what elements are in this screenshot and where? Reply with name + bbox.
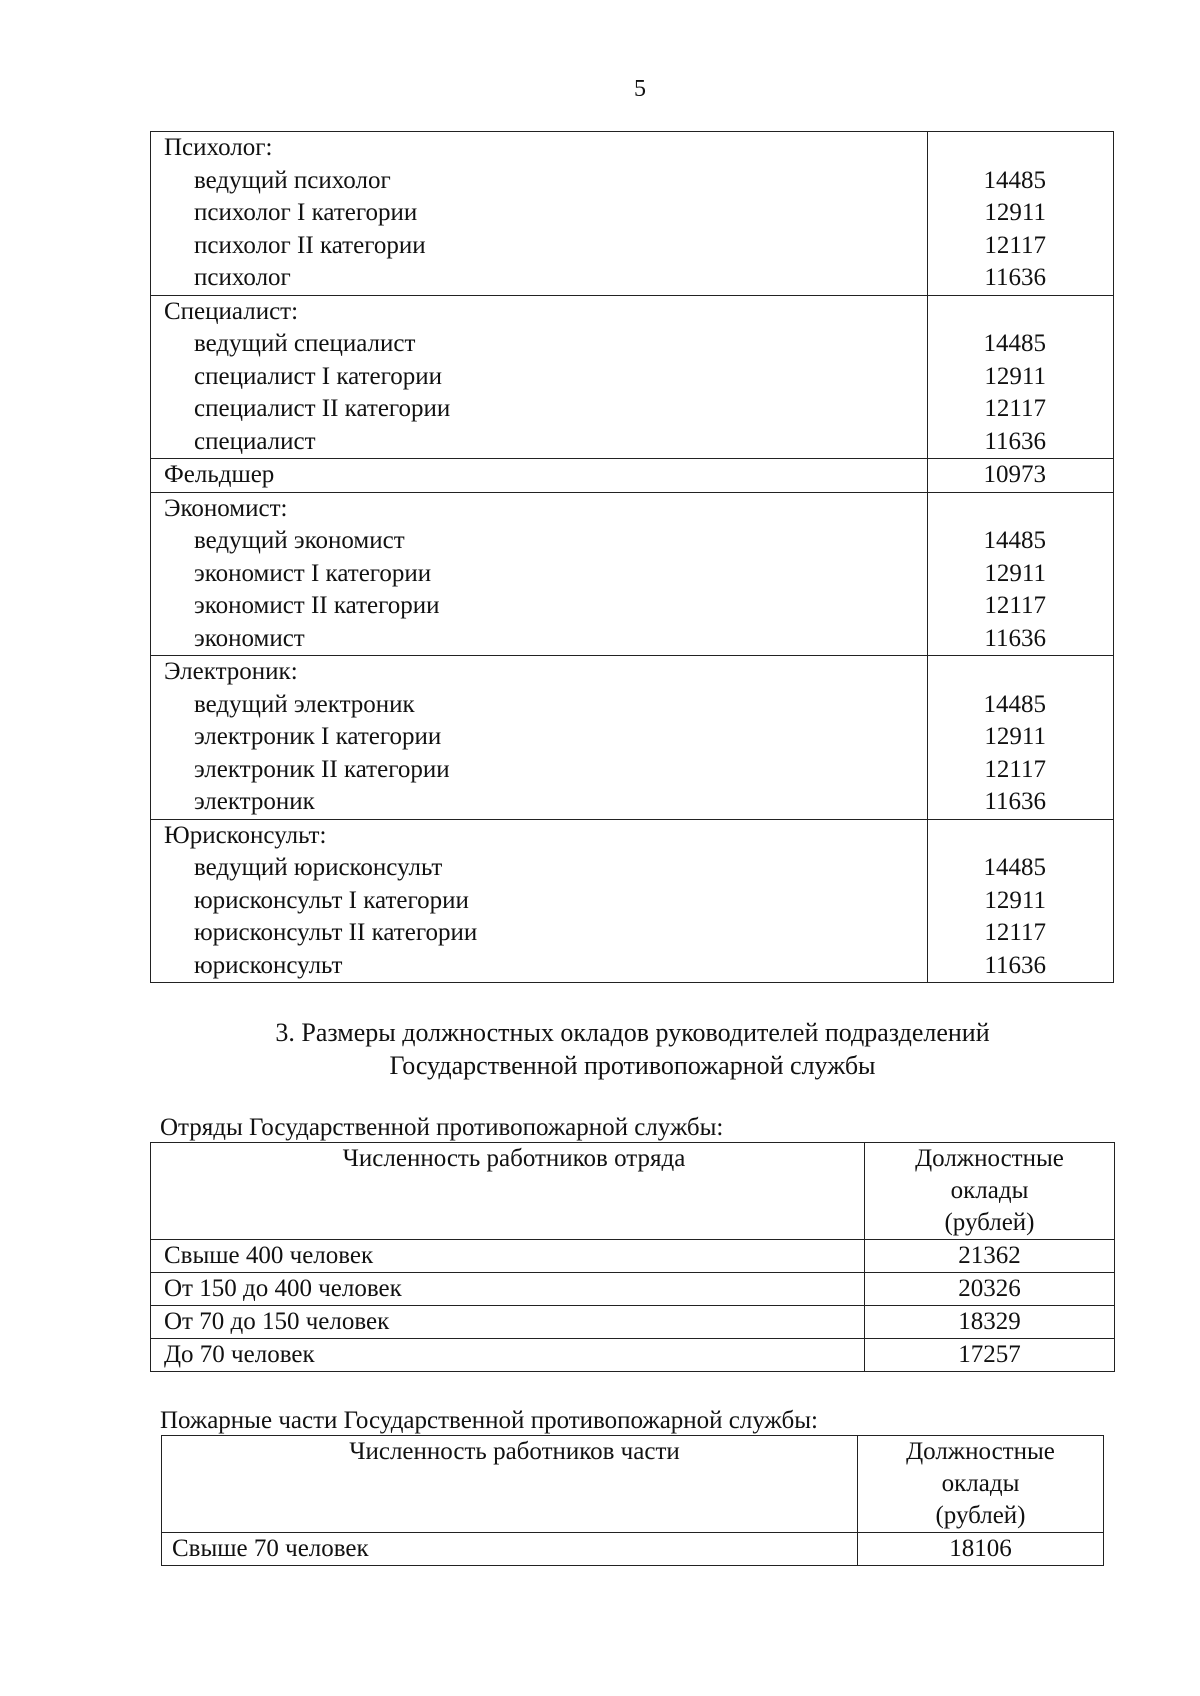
position-group-values: [928, 819, 1114, 983]
position-group-row: [151, 295, 1114, 459]
position-salary: 14485: [983, 330, 1046, 357]
detachments-table: [150, 1142, 1115, 1372]
position-name: специалист II категории: [194, 395, 451, 422]
position-salary-spacer: [928, 296, 1046, 329]
header-value-line: Должностные: [915, 1145, 1064, 1172]
position-group-row: [151, 492, 1114, 656]
detachments-header-name: Численность работников отряда: [151, 1143, 865, 1240]
position-group-row: [151, 656, 1114, 820]
position-salary-spacer: [928, 656, 1046, 689]
position-salary: 11636: [984, 788, 1046, 815]
position-group-title: Фельдшер: [164, 461, 275, 488]
position-group-row: [151, 819, 1114, 983]
position-salary: 12911: [984, 886, 1046, 914]
position-name: ведущий специалист: [194, 330, 416, 357]
row-name: От 70 до 150 человек: [151, 1306, 865, 1339]
position-salary-spacer: [928, 493, 1046, 526]
position-salary: 14485: [983, 166, 1046, 194]
position-salary: 12117: [984, 395, 1046, 422]
header-value-line: оклады: [950, 1177, 1029, 1204]
position-salary-spacer: [928, 132, 1046, 165]
position-salary: 11636: [984, 624, 1046, 652]
position-salary: 12911: [984, 362, 1046, 390]
position-group-values: [928, 656, 1114, 820]
header-value-line: Должностные: [906, 1438, 1055, 1465]
section-3-title-line-2: Государственной противопожарной службы: [389, 1051, 876, 1080]
fire-units-header-value: [858, 1436, 1104, 1533]
fire-units-header-row: [162, 1436, 1104, 1533]
position-name: психолог I категории: [194, 199, 418, 226]
position-group-row: [151, 459, 1114, 493]
table-row: [151, 1240, 1115, 1273]
header-value-line: (рублей): [944, 1209, 1035, 1236]
fire-units-caption: Пожарные части Государственной противопожарной службы:: [160, 1407, 818, 1434]
position-name: экономист: [194, 624, 305, 652]
position-salary: 12911: [984, 199, 1046, 226]
position-group-values: [928, 492, 1114, 656]
position-salary: 11636: [984, 264, 1046, 291]
header-value-line: (рублей): [935, 1502, 1026, 1529]
position-name: ведущий психолог: [194, 166, 391, 194]
position-group-values: [928, 132, 1114, 296]
table-row: [151, 1273, 1115, 1306]
position-name: ведущий экономист: [194, 527, 405, 554]
position-group-title: Электроник:: [164, 658, 298, 685]
position-name: ведущий электроник: [194, 690, 415, 718]
row-name: От 150 до 400 человек: [151, 1273, 865, 1306]
table-row: [151, 1306, 1115, 1339]
position-name: психолог: [194, 264, 291, 291]
row-salary: 18329: [865, 1306, 1115, 1339]
position-name: электроник I категории: [194, 723, 442, 750]
position-salary: 11636: [984, 951, 1046, 979]
position-group-title: Юрисконсульт:: [164, 821, 327, 849]
row-salary: 20326: [865, 1273, 1115, 1306]
position-name: юрисконсульт: [194, 951, 343, 979]
position-salary: 10973: [983, 461, 1046, 488]
detachments-header-value: [865, 1143, 1115, 1240]
row-salary: 17257: [865, 1339, 1115, 1372]
fire-units-header-name: Численность работников части: [162, 1436, 858, 1533]
position-name: электроник: [194, 788, 315, 815]
position-salary: 12117: [984, 919, 1046, 946]
position-name: юрисконсульт I категории: [194, 886, 469, 914]
position-group-names: [151, 132, 928, 296]
position-group-title: Психолог:: [164, 134, 273, 161]
position-salary: 14485: [983, 527, 1046, 554]
position-group-names: [151, 295, 928, 459]
position-name: психолог II категории: [194, 231, 426, 259]
position-salary: 12117: [984, 755, 1046, 783]
position-name: юрисконсульт II категории: [194, 919, 478, 946]
position-name: экономист II категории: [194, 592, 440, 619]
table-row: [151, 1339, 1115, 1372]
position-salary: 12911: [984, 723, 1046, 750]
detachments-header-row: [151, 1143, 1115, 1240]
table-row: [162, 1533, 1104, 1566]
position-name: электроник II категории: [194, 755, 450, 783]
position-salary: 12117: [984, 592, 1046, 619]
position-group-values: [928, 295, 1114, 459]
position-name: специалист I категории: [194, 362, 442, 390]
position-name: ведущий юрисконсульт: [194, 854, 443, 881]
position-salary: 11636: [984, 427, 1046, 455]
row-name: Свыше 70 человек: [162, 1533, 858, 1566]
position-salary: 14485: [983, 854, 1046, 881]
position-salary: 12911: [984, 559, 1046, 587]
position-salary: 12117: [984, 231, 1046, 259]
positions-salary-table: [150, 131, 1114, 983]
position-group-row: [151, 132, 1114, 296]
position-group-names: [151, 459, 928, 493]
row-salary: 18106: [858, 1533, 1104, 1566]
fire-units-table: [161, 1435, 1104, 1566]
position-name: специалист: [194, 427, 316, 455]
position-group-title: Экономист:: [164, 494, 288, 522]
detachments-caption: Отряды Государственной противопожарной службы:: [160, 1114, 724, 1141]
position-salary-spacer: [928, 820, 1046, 853]
row-salary: 21362: [865, 1240, 1115, 1273]
section-3-title-line-1: 3. Размеры должностных окладов руководителей подразделений: [275, 1018, 990, 1047]
position-salary: 14485: [983, 690, 1046, 718]
position-group-names: [151, 492, 928, 656]
header-value-line: оклады: [941, 1470, 1020, 1497]
position-group-title: Специалист:: [164, 297, 299, 325]
position-group-names: [151, 819, 928, 983]
section-3-title: [150, 1016, 1115, 1082]
row-name: До 70 человек: [151, 1339, 865, 1372]
page-number: 5: [634, 76, 646, 102]
position-group-values: [928, 459, 1114, 493]
row-name: Свыше 400 человек: [151, 1240, 865, 1273]
position-name: экономист I категории: [194, 559, 432, 587]
position-group-names: [151, 656, 928, 820]
